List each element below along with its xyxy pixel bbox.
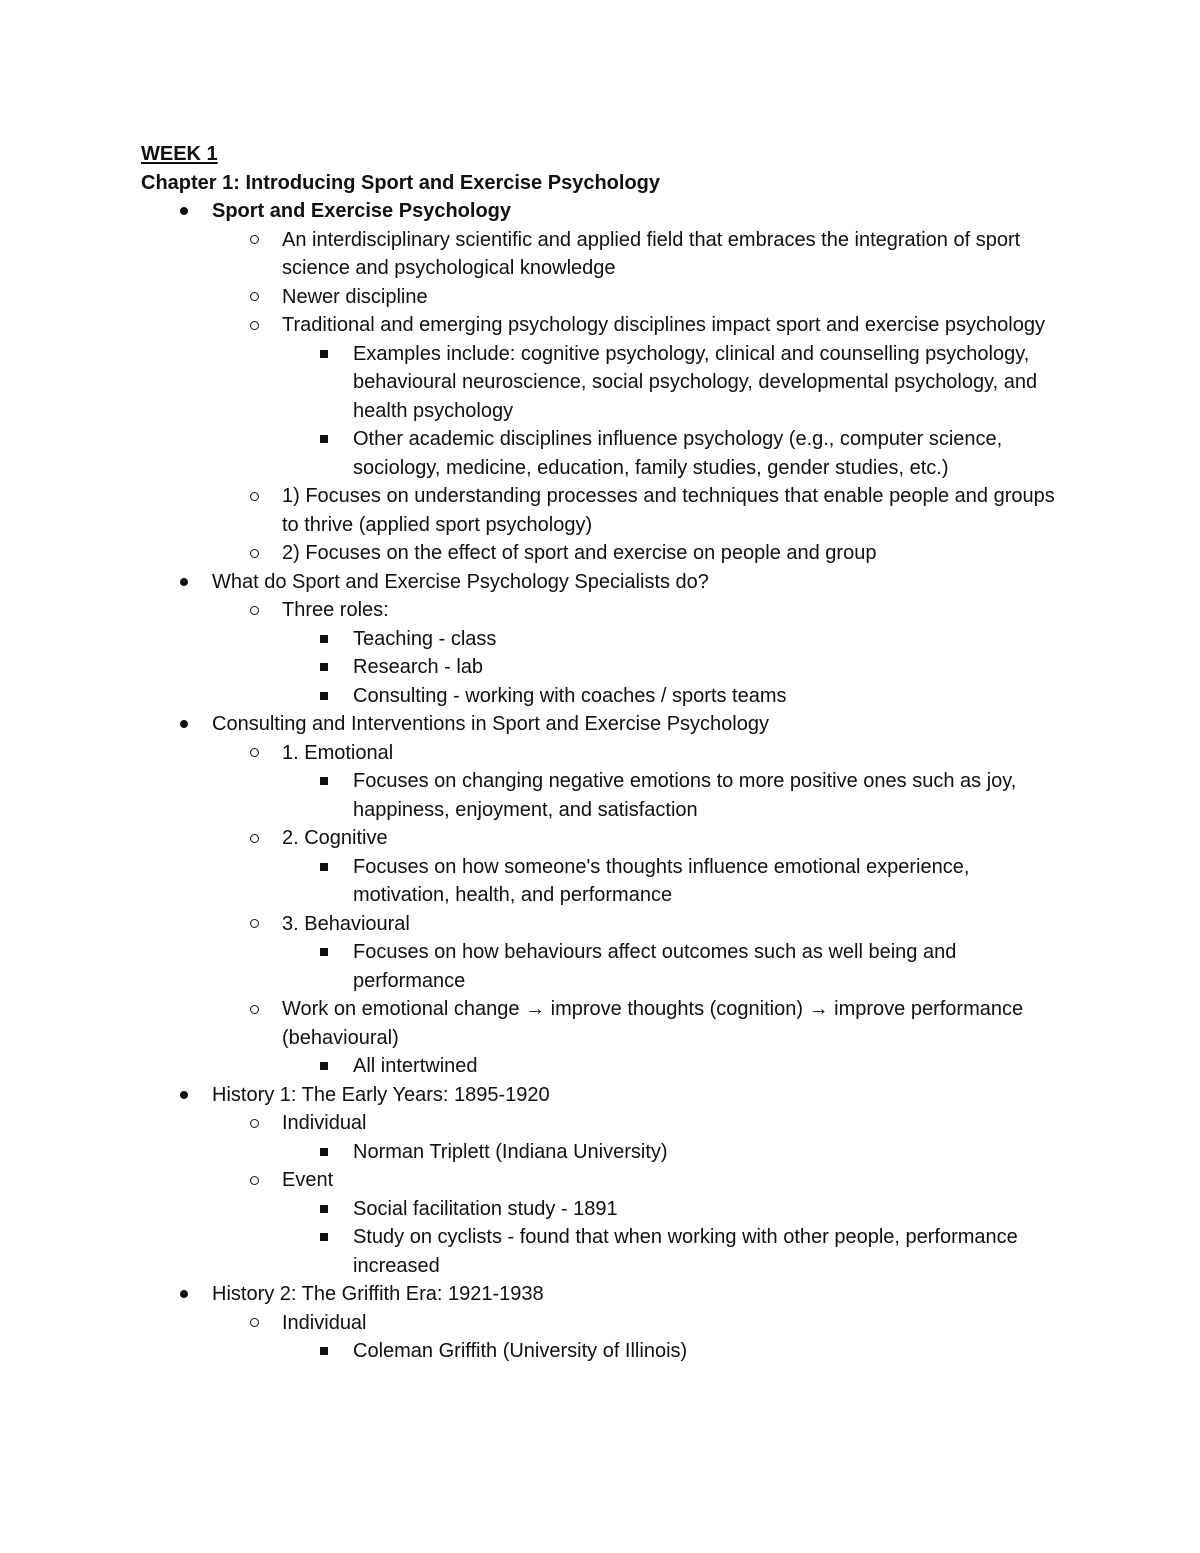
- square-bullet-icon: [315, 625, 333, 654]
- list-item-text: Consulting and Interventions in Sport and Exercise Psychology: [212, 713, 769, 735]
- square-bullet-icon: [315, 1052, 333, 1081]
- list-item: [141, 710, 1061, 739]
- list-item: [141, 1309, 1061, 1338]
- outline-list: [141, 197, 1061, 1366]
- list-item: [141, 340, 1061, 426]
- list-item-text: 2. Cognitive: [282, 827, 388, 849]
- list-item-text: Focuses on how behaviours affect outcomes such as well being and performance: [353, 941, 957, 992]
- hollow-circle-bullet-icon: [245, 995, 263, 1024]
- list-item-text: Norman Triplett (Indiana University): [353, 1140, 668, 1163]
- week-title: WEEK 1: [141, 143, 218, 165]
- list-item: [141, 1223, 1061, 1280]
- square-bullet-icon: [315, 767, 333, 796]
- hollow-circle-bullet-icon: [245, 739, 263, 768]
- list-item: [141, 283, 1061, 312]
- hollow-circle-bullet-icon: [245, 910, 263, 939]
- list-item: [141, 425, 1061, 482]
- list-item-text: History 2: The Griffith Era: 1921-1938: [212, 1283, 544, 1305]
- list-item-text: Consulting - working with coaches / sports teams: [353, 684, 787, 707]
- square-bullet-icon: [315, 1195, 333, 1224]
- list-item-text: Work on emotional change → improve thoughts (cognition) → improve performance (behavioural): [282, 998, 1024, 1049]
- list-item: [141, 995, 1061, 1052]
- square-bullet-icon: [315, 938, 333, 967]
- square-bullet-icon: [315, 1223, 333, 1252]
- list-item: [141, 1195, 1061, 1224]
- hollow-circle-bullet-icon: [245, 824, 263, 853]
- list-item-text: 3. Behavioural: [282, 912, 410, 935]
- hollow-circle-bullet-icon: [245, 226, 263, 255]
- list-item-text: All intertwined: [353, 1055, 478, 1077]
- list-item: [141, 1109, 1061, 1138]
- list-item: [141, 824, 1061, 853]
- list-item: [141, 197, 1061, 226]
- list-item: [141, 226, 1061, 283]
- hollow-circle-bullet-icon: [245, 1166, 263, 1195]
- list-item-text: Three roles:: [282, 599, 389, 621]
- list-item-text: Focuses on how someone's thoughts influence emotional experience, motivation, health, and performance: [353, 855, 970, 906]
- square-bullet-icon: [315, 853, 333, 882]
- list-item: [141, 1081, 1061, 1110]
- list-item: [141, 767, 1061, 824]
- list-item: [141, 853, 1061, 910]
- hollow-circle-bullet-icon: [245, 539, 263, 568]
- hollow-circle-bullet-icon: [245, 1109, 263, 1138]
- list-item: [141, 482, 1061, 539]
- filled-circle-bullet-icon: [175, 568, 193, 597]
- list-item-text: Newer discipline: [282, 285, 428, 308]
- list-item: [141, 568, 1061, 597]
- list-item-text: Individual: [282, 1112, 367, 1134]
- list-item: [141, 1166, 1061, 1195]
- filled-circle-bullet-icon: [175, 197, 193, 226]
- list-item: [141, 739, 1061, 768]
- list-item: [141, 1280, 1061, 1309]
- filled-circle-bullet-icon: [175, 1280, 193, 1309]
- list-item-text: Examples include: cognitive psychology, clinical and counselling psychology, behavioural neuroscience, social psychology, developmental psychology, and health psychology: [353, 342, 1038, 422]
- filled-circle-bullet-icon: [175, 710, 193, 739]
- square-bullet-icon: [315, 425, 333, 454]
- list-item-text: An interdisciplinary scientific and applied field that embraces the integration of sport science and psychological knowledge: [282, 228, 1021, 279]
- list-item: [141, 1052, 1061, 1081]
- list-item-text: Other academic disciplines influence psychology (e.g., computer science, sociology, medicine, education, family studies, gender studies, etc.): [353, 428, 1003, 479]
- list-item: [141, 682, 1061, 711]
- list-item-text: What do Sport and Exercise Psychology Specialists do?: [212, 570, 709, 593]
- list-item-text: Teaching - class: [353, 627, 497, 650]
- list-item-text: Traditional and emerging psychology disciplines impact sport and exercise psychology: [282, 314, 1045, 336]
- list-item-text: Study on cyclists - found that when working with other people, performance increased: [353, 1226, 1018, 1277]
- filled-circle-bullet-icon: [175, 1081, 193, 1110]
- list-item-text: History 1: The Early Years: 1895-1920: [212, 1083, 550, 1106]
- document-page: [141, 140, 1061, 1366]
- list-item-text: Focuses on changing negative emotions to more positive ones such as joy, happiness, enjoyment, and satisfaction: [353, 770, 1017, 821]
- list-item-text: Social facilitation study - 1891: [353, 1197, 618, 1220]
- hollow-circle-bullet-icon: [245, 283, 263, 312]
- list-item: [141, 910, 1061, 939]
- list-item-text: 2) Focuses on the effect of sport and exercise on people and group: [282, 542, 877, 564]
- list-item: [141, 539, 1061, 568]
- list-item-text: 1. Emotional: [282, 741, 394, 764]
- square-bullet-icon: [315, 653, 333, 682]
- list-item-text: Research - lab: [353, 656, 484, 678]
- list-item-text: Sport and Exercise Psychology: [212, 200, 511, 222]
- square-bullet-icon: [315, 1138, 333, 1167]
- square-bullet-icon: [315, 1337, 333, 1366]
- hollow-circle-bullet-icon: [245, 596, 263, 625]
- hollow-circle-bullet-icon: [245, 482, 263, 511]
- list-item: [141, 938, 1061, 995]
- hollow-circle-bullet-icon: [245, 1309, 263, 1338]
- list-item-text: Individual: [282, 1311, 367, 1334]
- list-item-text: Coleman Griffith (University of Illinois): [353, 1340, 688, 1362]
- list-item-text: 1) Focuses on understanding processes and techniques that enable people and groups to thrive (applied sport psychology): [282, 485, 1055, 536]
- list-item: [141, 1138, 1061, 1167]
- chapter-title: Chapter 1: Introducing Sport and Exercise Psychology: [141, 171, 660, 194]
- list-item: [141, 311, 1061, 340]
- hollow-circle-bullet-icon: [245, 311, 263, 340]
- list-item: [141, 1337, 1061, 1366]
- list-item: [141, 653, 1061, 682]
- list-item: [141, 596, 1061, 625]
- list-item: [141, 625, 1061, 654]
- square-bullet-icon: [315, 340, 333, 369]
- list-item-text: Event: [282, 1169, 334, 1191]
- square-bullet-icon: [315, 682, 333, 711]
